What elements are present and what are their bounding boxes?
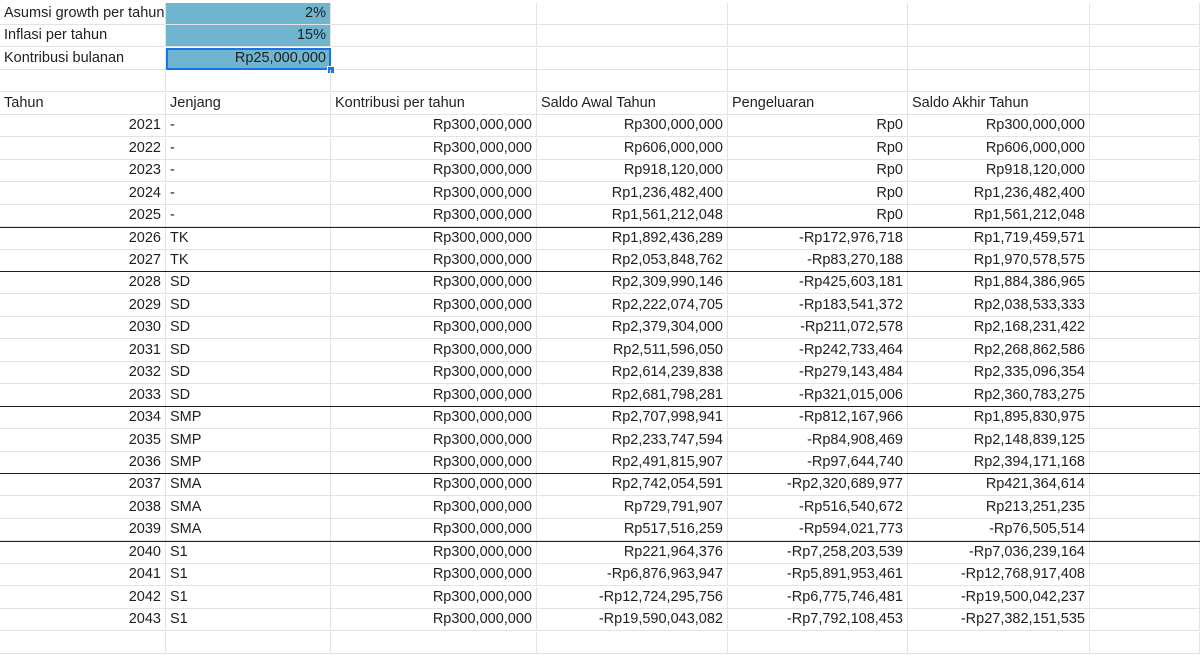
header-row: [0, 93, 1200, 115]
table-row: [0, 183, 1200, 205]
cell-pengeluaran[interactable]: -Rp516,540,672: [728, 497, 908, 519]
cell-jenjang[interactable]: -: [166, 160, 331, 182]
table-row: [0, 272, 1200, 294]
cell-pengeluaran[interactable]: -Rp211,072,578: [728, 317, 908, 339]
cell-saldo-akhir[interactable]: Rp1,561,212,048: [908, 205, 1090, 227]
cell-pengeluaran[interactable]: -Rp7,792,108,453: [728, 609, 908, 631]
empty-cell[interactable]: [1090, 138, 1200, 160]
empty-cell[interactable]: [908, 48, 1090, 70]
empty-cell[interactable]: [1090, 385, 1200, 407]
cell-kontribusi[interactable]: Rp300,000,000: [331, 115, 537, 137]
empty-cell[interactable]: [728, 70, 908, 92]
cell-pengeluaran[interactable]: Rp0: [728, 160, 908, 182]
empty-cell[interactable]: [331, 3, 537, 25]
cell-jenjang[interactable]: SMA: [166, 497, 331, 519]
cell-pengeluaran[interactable]: -Rp812,167,966: [728, 407, 908, 429]
empty-cell[interactable]: [1090, 317, 1200, 339]
cell-saldo-awal[interactable]: -Rp6,876,963,947: [537, 564, 728, 586]
empty-cell[interactable]: [1090, 3, 1200, 25]
empty-cell[interactable]: [728, 48, 908, 70]
empty-cell[interactable]: [331, 70, 537, 92]
empty-cell[interactable]: [166, 632, 331, 654]
empty-cell[interactable]: [537, 25, 728, 47]
empty-cell[interactable]: [908, 3, 1090, 25]
cell-tahun[interactable]: 2034: [0, 407, 166, 429]
cell-saldo-akhir[interactable]: -Rp76,505,514: [908, 519, 1090, 541]
empty-cell[interactable]: [537, 632, 728, 654]
empty-cell[interactable]: [537, 48, 728, 70]
cell-pengeluaran[interactable]: -Rp7,258,203,539: [728, 542, 908, 564]
header-pengeluaran[interactable]: Pengeluaran: [728, 93, 908, 115]
cell-saldo-awal[interactable]: Rp1,561,212,048: [537, 205, 728, 227]
cell-jenjang[interactable]: S1: [166, 587, 331, 609]
cell-jenjang[interactable]: SD: [166, 362, 331, 384]
cell-jenjang[interactable]: -: [166, 115, 331, 137]
cell-saldo-awal[interactable]: Rp300,000,000: [537, 115, 728, 137]
table-row: [0, 362, 1200, 384]
cell-kontribusi[interactable]: Rp300,000,000: [331, 183, 537, 205]
cell-jenjang[interactable]: S1: [166, 609, 331, 631]
cell-saldo-awal[interactable]: Rp2,707,998,941: [537, 407, 728, 429]
cell-pengeluaran[interactable]: -Rp242,733,464: [728, 340, 908, 362]
cell-tahun[interactable]: 2043: [0, 609, 166, 631]
cell-kontribusi[interactable]: Rp300,000,000: [331, 272, 537, 294]
cell-jenjang[interactable]: SD: [166, 295, 331, 317]
table-row: [0, 564, 1200, 586]
cell-jenjang[interactable]: SMA: [166, 519, 331, 541]
cell-pengeluaran[interactable]: -Rp594,021,773: [728, 519, 908, 541]
cell-jenjang[interactable]: S1: [166, 564, 331, 586]
empty-cell[interactable]: [908, 70, 1090, 92]
cell-pengeluaran[interactable]: Rp0: [728, 183, 908, 205]
empty-cell[interactable]: [1090, 25, 1200, 47]
cell-saldo-akhir[interactable]: Rp1,895,830,975: [908, 407, 1090, 429]
cell-tahun[interactable]: 2037: [0, 474, 166, 496]
cell-pengeluaran[interactable]: -Rp6,775,746,481: [728, 587, 908, 609]
cell-tahun[interactable]: 2042: [0, 587, 166, 609]
cell-kontribusi[interactable]: Rp300,000,000: [331, 160, 537, 182]
cell-tahun[interactable]: 2031: [0, 340, 166, 362]
cell-pengeluaran[interactable]: -Rp183,541,372: [728, 295, 908, 317]
cell-saldo-awal[interactable]: Rp2,614,239,838: [537, 362, 728, 384]
table-row: [0, 295, 1200, 317]
cell-saldo-akhir[interactable]: Rp300,000,000: [908, 115, 1090, 137]
table-row: [0, 317, 1200, 339]
param-value[interactable]: 15%: [166, 25, 331, 47]
cell-saldo-akhir[interactable]: Rp2,148,839,125: [908, 430, 1090, 452]
cell-tahun[interactable]: 2025: [0, 205, 166, 227]
cell-saldo-akhir[interactable]: Rp918,120,000: [908, 160, 1090, 182]
cell-saldo-awal[interactable]: Rp221,964,376: [537, 542, 728, 564]
blank-row: [0, 632, 1200, 654]
param-row: [0, 48, 1200, 70]
empty-cell[interactable]: [908, 632, 1090, 654]
cell-pengeluaran[interactable]: -Rp83,270,188: [728, 250, 908, 272]
empty-cell[interactable]: [537, 3, 728, 25]
empty-cell[interactable]: [1090, 609, 1200, 631]
cell-saldo-akhir[interactable]: Rp2,360,783,275: [908, 385, 1090, 407]
cell-kontribusi[interactable]: Rp300,000,000: [331, 542, 537, 564]
cell-pengeluaran[interactable]: Rp0: [728, 205, 908, 227]
cell-pengeluaran[interactable]: -Rp172,976,718: [728, 228, 908, 250]
empty-cell[interactable]: [1090, 542, 1200, 564]
cell-kontribusi[interactable]: Rp300,000,000: [331, 362, 537, 384]
cell-saldo-awal[interactable]: Rp2,742,054,591: [537, 474, 728, 496]
empty-cell[interactable]: [1090, 407, 1200, 429]
table-row: [0, 452, 1200, 474]
cell-saldo-awal[interactable]: -Rp12,724,295,756: [537, 587, 728, 609]
table-row: [0, 519, 1200, 541]
empty-cell[interactable]: [1090, 205, 1200, 227]
group-divider: [0, 473, 1200, 474]
blank-row: [0, 70, 1200, 92]
empty-cell[interactable]: [1090, 272, 1200, 294]
cell-saldo-awal[interactable]: Rp2,309,990,146: [537, 272, 728, 294]
cell-kontribusi[interactable]: Rp300,000,000: [331, 250, 537, 272]
cell-saldo-akhir[interactable]: Rp213,251,235: [908, 497, 1090, 519]
cell-saldo-akhir[interactable]: Rp2,268,862,586: [908, 340, 1090, 362]
cell-kontribusi[interactable]: Rp300,000,000: [331, 474, 537, 496]
cell-jenjang[interactable]: TK: [166, 228, 331, 250]
cell-saldo-awal[interactable]: -Rp19,590,043,082: [537, 609, 728, 631]
empty-cell[interactable]: [331, 25, 537, 47]
cell-kontribusi[interactable]: Rp300,000,000: [331, 587, 537, 609]
table-row: [0, 228, 1200, 250]
cell-saldo-awal[interactable]: Rp2,379,304,000: [537, 317, 728, 339]
cell-saldo-awal[interactable]: Rp2,222,074,705: [537, 295, 728, 317]
cell-saldo-akhir[interactable]: Rp606,000,000: [908, 138, 1090, 160]
cell-tahun[interactable]: 2038: [0, 497, 166, 519]
cell-kontribusi[interactable]: Rp300,000,000: [331, 138, 537, 160]
cell-jenjang[interactable]: SD: [166, 317, 331, 339]
cell-tahun[interactable]: 2039: [0, 519, 166, 541]
cell-saldo-akhir[interactable]: Rp2,168,231,422: [908, 317, 1090, 339]
cell-jenjang[interactable]: SMP: [166, 407, 331, 429]
cell-tahun[interactable]: 2028: [0, 272, 166, 294]
cell-saldo-akhir[interactable]: Rp1,236,482,400: [908, 183, 1090, 205]
empty-cell[interactable]: [1090, 452, 1200, 474]
cell-saldo-akhir[interactable]: Rp1,884,386,965: [908, 272, 1090, 294]
header-jenjang[interactable]: Jenjang: [166, 93, 331, 115]
cell-tahun[interactable]: 2022: [0, 138, 166, 160]
cell-kontribusi[interactable]: Rp300,000,000: [331, 228, 537, 250]
cell-tahun[interactable]: 2036: [0, 452, 166, 474]
empty-cell[interactable]: [0, 70, 166, 92]
cell-pengeluaran[interactable]: -Rp5,891,953,461: [728, 564, 908, 586]
cell-saldo-akhir[interactable]: Rp1,719,459,571: [908, 228, 1090, 250]
cell-saldo-awal[interactable]: Rp606,000,000: [537, 138, 728, 160]
header-kontribusi[interactable]: Kontribusi per tahun: [331, 93, 537, 115]
param-label[interactable]: Inflasi per tahun: [0, 25, 166, 47]
cell-saldo-awal[interactable]: Rp1,236,482,400: [537, 183, 728, 205]
group-divider: [0, 541, 1200, 542]
cell-saldo-akhir[interactable]: Rp421,364,614: [908, 474, 1090, 496]
cell-jenjang[interactable]: SD: [166, 385, 331, 407]
empty-cell[interactable]: [1090, 632, 1200, 654]
cell-saldo-akhir[interactable]: -Rp19,500,042,237: [908, 587, 1090, 609]
cell-kontribusi[interactable]: Rp300,000,000: [331, 340, 537, 362]
empty-cell[interactable]: [1090, 93, 1200, 115]
cell-jenjang[interactable]: SMA: [166, 474, 331, 496]
empty-cell[interactable]: [1090, 564, 1200, 586]
cell-saldo-awal[interactable]: Rp517,516,259: [537, 519, 728, 541]
cell-saldo-awal[interactable]: Rp729,791,907: [537, 497, 728, 519]
cell-saldo-awal[interactable]: Rp918,120,000: [537, 160, 728, 182]
cell-jenjang[interactable]: SD: [166, 340, 331, 362]
cell-kontribusi[interactable]: Rp300,000,000: [331, 407, 537, 429]
cell-saldo-akhir[interactable]: Rp2,335,096,354: [908, 362, 1090, 384]
cell-jenjang[interactable]: TK: [166, 250, 331, 272]
cell-kontribusi[interactable]: Rp300,000,000: [331, 205, 537, 227]
param-value[interactable]: 2%: [166, 3, 331, 25]
cell-kontribusi[interactable]: Rp300,000,000: [331, 452, 537, 474]
cell-tahun[interactable]: 2040: [0, 542, 166, 564]
cell-tahun[interactable]: 2033: [0, 385, 166, 407]
group-divider: [0, 227, 1200, 228]
group-divider: [0, 406, 1200, 407]
table-row: [0, 474, 1200, 496]
table-row: [0, 340, 1200, 362]
cell-kontribusi[interactable]: Rp300,000,000: [331, 609, 537, 631]
empty-cell[interactable]: [1090, 340, 1200, 362]
cell-tahun[interactable]: 2023: [0, 160, 166, 182]
cell-saldo-akhir[interactable]: Rp2,394,171,168: [908, 452, 1090, 474]
empty-cell[interactable]: [908, 25, 1090, 47]
cell-saldo-akhir[interactable]: Rp1,970,578,575: [908, 250, 1090, 272]
cell-kontribusi[interactable]: Rp300,000,000: [331, 385, 537, 407]
empty-cell[interactable]: [331, 632, 537, 654]
group-divider: [0, 271, 1200, 272]
cell-kontribusi[interactable]: Rp300,000,000: [331, 497, 537, 519]
empty-cell[interactable]: [537, 70, 728, 92]
cell-jenjang[interactable]: -: [166, 138, 331, 160]
cell-kontribusi[interactable]: Rp300,000,000: [331, 564, 537, 586]
cell-pengeluaran[interactable]: -Rp425,603,181: [728, 272, 908, 294]
cell-saldo-akhir[interactable]: -Rp27,382,151,535: [908, 609, 1090, 631]
empty-cell[interactable]: [1090, 587, 1200, 609]
param-value[interactable]: Rp25,000,000: [166, 48, 331, 70]
empty-cell[interactable]: [1090, 295, 1200, 317]
cell-pengeluaran[interactable]: -Rp2,320,689,977: [728, 474, 908, 496]
cell-jenjang[interactable]: -: [166, 205, 331, 227]
cell-kontribusi[interactable]: Rp300,000,000: [331, 317, 537, 339]
header-tahun[interactable]: Tahun: [0, 93, 166, 115]
empty-cell[interactable]: [1090, 160, 1200, 182]
table-row: [0, 609, 1200, 631]
table-row: [0, 250, 1200, 272]
cell-saldo-akhir[interactable]: -Rp7,036,239,164: [908, 542, 1090, 564]
cell-saldo-awal[interactable]: Rp2,511,596,050: [537, 340, 728, 362]
empty-cell[interactable]: [728, 632, 908, 654]
cell-tahun[interactable]: 2027: [0, 250, 166, 272]
cell-saldo-akhir[interactable]: -Rp12,768,917,408: [908, 564, 1090, 586]
empty-cell[interactable]: [1090, 228, 1200, 250]
table-row: [0, 115, 1200, 137]
cell-tahun[interactable]: 2024: [0, 183, 166, 205]
empty-cell[interactable]: [1090, 70, 1200, 92]
cell-kontribusi[interactable]: Rp300,000,000: [331, 295, 537, 317]
cell-saldo-awal[interactable]: Rp2,681,798,281: [537, 385, 728, 407]
cell-tahun[interactable]: 2029: [0, 295, 166, 317]
param-label[interactable]: Asumsi growth per tahun: [0, 3, 166, 25]
empty-cell[interactable]: [1090, 362, 1200, 384]
cell-jenjang[interactable]: SD: [166, 272, 331, 294]
empty-cell[interactable]: [728, 3, 908, 25]
cell-kontribusi[interactable]: Rp300,000,000: [331, 519, 537, 541]
cell-tahun[interactable]: 2035: [0, 430, 166, 452]
empty-cell[interactable]: [1090, 115, 1200, 137]
cell-jenjang[interactable]: SMP: [166, 430, 331, 452]
empty-cell[interactable]: [0, 632, 166, 654]
cell-pengeluaran[interactable]: -Rp84,908,469: [728, 430, 908, 452]
table-row: [0, 205, 1200, 227]
table-row: [0, 497, 1200, 519]
cell-saldo-awal[interactable]: Rp2,053,848,762: [537, 250, 728, 272]
empty-cell[interactable]: [1090, 183, 1200, 205]
cell-tahun[interactable]: 2021: [0, 115, 166, 137]
cell-pengeluaran[interactable]: -Rp97,644,740: [728, 452, 908, 474]
cell-jenjang[interactable]: SMP: [166, 452, 331, 474]
cell-pengeluaran[interactable]: Rp0: [728, 115, 908, 137]
table-row: [0, 542, 1200, 564]
header-saldo-akhir[interactable]: Saldo Akhir Tahun: [908, 93, 1090, 115]
table-row: [0, 160, 1200, 182]
cell-tahun[interactable]: 2041: [0, 564, 166, 586]
cell-jenjang[interactable]: S1: [166, 542, 331, 564]
cell-pengeluaran[interactable]: Rp0: [728, 138, 908, 160]
header-saldo-awal[interactable]: Saldo Awal Tahun: [537, 93, 728, 115]
param-row: [0, 25, 1200, 47]
empty-cell[interactable]: [166, 70, 331, 92]
cell-saldo-awal[interactable]: Rp2,233,747,594: [537, 430, 728, 452]
table-row: [0, 138, 1200, 160]
cell-jenjang[interactable]: -: [166, 183, 331, 205]
cell-pengeluaran[interactable]: -Rp279,143,484: [728, 362, 908, 384]
empty-cell[interactable]: [728, 25, 908, 47]
cell-tahun[interactable]: 2032: [0, 362, 166, 384]
param-row: [0, 3, 1200, 25]
empty-cell[interactable]: [1090, 48, 1200, 70]
table-row: [0, 407, 1200, 429]
cell-tahun[interactable]: 2026: [0, 228, 166, 250]
cell-saldo-awal[interactable]: Rp1,892,436,289: [537, 228, 728, 250]
table-row: [0, 430, 1200, 452]
table-row: [0, 587, 1200, 609]
cell-kontribusi[interactable]: Rp300,000,000: [331, 430, 537, 452]
cell-pengeluaran[interactable]: -Rp321,015,006: [728, 385, 908, 407]
empty-cell[interactable]: [331, 48, 537, 70]
empty-cell[interactable]: [1090, 474, 1200, 496]
param-label[interactable]: Kontribusi bulanan: [0, 48, 166, 70]
cell-tahun[interactable]: 2030: [0, 317, 166, 339]
empty-cell[interactable]: [1090, 430, 1200, 452]
empty-cell[interactable]: [1090, 497, 1200, 519]
cell-saldo-akhir[interactable]: Rp2,038,533,333: [908, 295, 1090, 317]
empty-cell[interactable]: [1090, 519, 1200, 541]
empty-cell[interactable]: [1090, 250, 1200, 272]
cell-saldo-awal[interactable]: Rp2,491,815,907: [537, 452, 728, 474]
table-row: [0, 385, 1200, 407]
